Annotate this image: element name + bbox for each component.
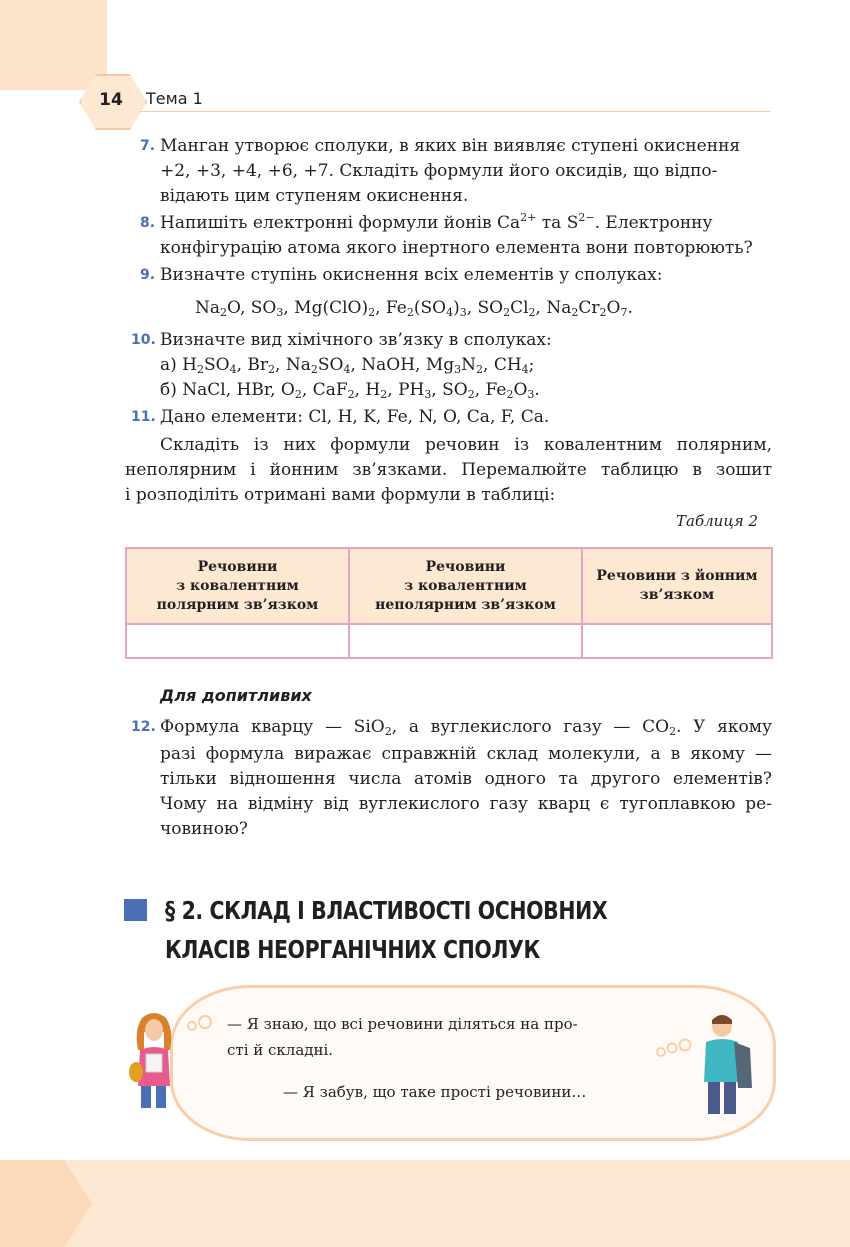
section-title-line-1: § 2. СКЛАД І ВЛАСТИВОСТІ ОСНОВНИХ (165, 896, 608, 925)
dialog-girl-line-2: сті й складні. (227, 1041, 334, 1059)
q11-line-3: неполярним і йонним зв’язками. Перемалюйте таблицю в зошит (125, 460, 772, 480)
question-number-10: 10. (131, 332, 156, 348)
q12-line-3: тільки відношення числа атомів одного та другого елементів? (160, 769, 772, 789)
q12-line-5: човиною? (160, 819, 248, 839)
section-marker (124, 899, 147, 921)
dialog-boy-line: — Я забув, що таке прості речовини… (283, 1083, 587, 1101)
q10-line-1: Визначте вид хімічного зв’язку в сполуках: (160, 330, 552, 350)
thought-dots-right (655, 1036, 695, 1060)
q8-line-2: конфігурацію атома якого інертного елемента вони повторюють? (160, 238, 753, 258)
q7-line-2: +2, +3, +4, +6, +7. Складіть формули його оксидів, що відпо- (160, 161, 718, 181)
question-number-11: 11. (131, 409, 156, 425)
q11-line-2: Складіть із них формули речовин із ковалентним полярним, (160, 435, 772, 455)
table-caption: Таблиця 2 (676, 512, 759, 530)
q12-line-4: Чому на відміну від вуглекислого газу кварц є тугоплавкою ре- (160, 794, 772, 814)
q12-line-1: Формула кварцу — SiO$_2$, а вуглекислого газу — $CO_2$. У якому (160, 717, 772, 738)
question-number-9: 9. (140, 267, 156, 283)
ion-s: $S^{2-}$ (566, 211, 595, 233)
thought-dots-left (186, 1012, 216, 1034)
page-number: 14 (99, 90, 123, 110)
table-header-polar: Речовини з ковалентним полярним зв’язком (126, 548, 349, 624)
curious-heading: Для допитливих (160, 686, 312, 705)
ion-ca: $Ca^{2+}$ (497, 211, 537, 233)
speech-bubble (170, 985, 776, 1141)
q9-line-1: Визначте ступінь окиснення всіх елементів у сполуках: (160, 265, 663, 285)
question-number-7: 7. (140, 138, 156, 154)
q11-line-4: і розподіліть отримані вами формули в таблиці: (125, 485, 556, 505)
q10-list-b: б) NaCl, HBr, $O_2$, CaF$_2$, $H_2$, $PH_3$, $SO_2$, $Fe_2O_3$. (160, 380, 540, 401)
topic-label: Тема 1 (146, 89, 203, 108)
footer-band (0, 1160, 850, 1247)
header-rule (140, 111, 770, 112)
table-cell (126, 624, 349, 658)
question-number-8: 8. (140, 215, 156, 231)
q12-line-2: разі формула виражає справжній склад молекули, а в якому — (160, 744, 772, 764)
question-number-12: 12. (131, 719, 156, 735)
table-header-nonpolar: Речовини з ковалентним неполярним зв’язком (349, 548, 582, 624)
q11-line-1: Дано елементи: Cl, H, K, Fe, N, O, Ca, F, Ca. (160, 407, 550, 427)
table-header-ionic: Речовини з йонним зв’язком (582, 548, 772, 624)
q7-line-3: відають цим ступеням окиснення. (160, 186, 469, 206)
table-2 (125, 547, 773, 659)
dialog-girl-line-1: — Я знаю, що всі речовини діляться на про- (227, 1015, 578, 1033)
section-title-line-2: КЛАСІВ НЕОРГАНІЧНИХ СПОЛУК (165, 935, 540, 964)
q9-formulas: $Na_2O$, $SO_3$, $Mg(ClO)_2$, $Fe_2(SO_4)_3$, $SO_2Cl_2$, $Na_2Cr_2O_7$. (195, 298, 633, 319)
table-cell (349, 624, 582, 658)
table-cell (582, 624, 772, 658)
girl-illustration-icon (128, 1010, 180, 1110)
boy-illustration-icon (700, 1012, 756, 1116)
q10-list-a: а) $H_2SO_4$, $Br_2$, $Na_2SO_4$, NaOH, $Mg_3N_2$, $CH_4$; (160, 355, 535, 376)
q8-line-1: Напишіть електронні формули йонів $Ca^{2+}$ та $S^{2-}$. Електронну (160, 211, 713, 233)
q7-line-1: Манган утворює сполуки, в яких він виявляє ступені окиснення (160, 136, 741, 156)
